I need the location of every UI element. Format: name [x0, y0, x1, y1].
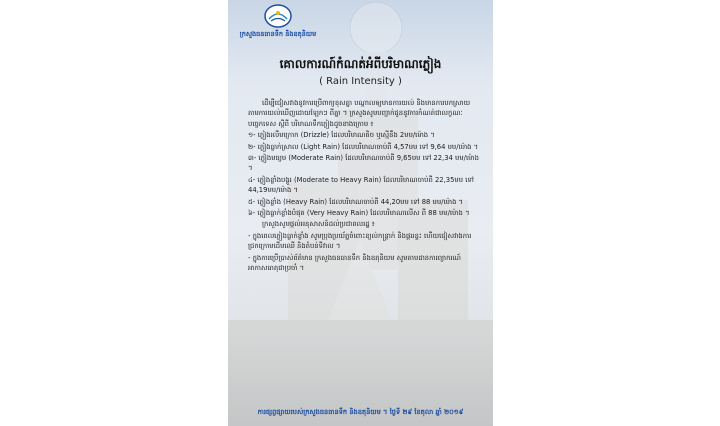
intensity-item-moderate-rain: ៣- ភ្លៀងមធ្យម (Moderate Rain) ដែលបរិមាណចាប់ពី 9,65មម ទៅ 22,34 មម/ម៉ោង ។	[248, 154, 479, 173]
org-name: ក្រសួងធនធានទឹក និងឧតុនិយម	[239, 30, 317, 38]
page-title: គោលការណ៍កំណត់អំពីបរិមាណភ្លៀង	[279, 57, 442, 71]
intensity-item-drizzle: ១- ភ្លៀងរលឹមក្រោក (Drizzle) ដែលបរិមាណតិច ឬស្មើនឹង 2មម/ម៉ោង ។	[248, 131, 435, 140]
intensity-item-heavy-rain: ៥- ភ្លៀងខ្លាំង (Heavy Rain) ដែលបរិមាណចាប់ពី 44,20មម ទៅ 88 មម/ម៉ោង ។	[248, 197, 464, 206]
ministry-logo	[234, 4, 322, 40]
footer-caption: ការផ្សព្វផ្សាយរបស់ក្រសួងធនធានទឹក និងឧតុនិយម ។ ថ្ងៃទី ២៩ ខែតុលា ឆ្នាំ ២០១៩	[257, 408, 464, 416]
note-item: - ក្នុងពេលភ្លៀងធ្លាក់ខ្លាំង សូមប្រុងប្រយ័ត្នចំពោះខ្យល់កន្ត្រាក់ និងផ្គររន្ទះ ហើយជៀសវាងការជ្រកក្រោមដើមឈើ និងតំបន់ទីវាល ។	[248, 231, 472, 251]
ministry-emblem-icon	[263, 4, 293, 28]
rain-intensity-poster	[228, 0, 493, 426]
intro-paragraph: ដើម្បីជៀសវាងនូវការប្រើពាក្យខុសគ្នា បណ្តាលឲ្យមានការយល់ និងមានការបកស្រាយតាមការយល់ឃើញដោយឡែកៗ ពីគ្នា ។ ក្រសួងសូមបញ្ជាក់ជូននូវការកំណត់ជាលក្ខណៈបច្ចេកទេស ស្តីពី បរិមាណទឹកភ្លៀងដូចខាងក្រោម ៖	[248, 99, 471, 128]
intensity-item-very-heavy-rain: ៦- ភ្លៀងធ្លាក់ខ្លាំងបំផុត (Very Heavy Rain) ដែលបរិមាណលើស ពី 88 មម/ម៉ោង ។	[248, 209, 470, 218]
intensity-item-moderate-heavy-rain: ៤- ភ្លៀងខ្លាំងបង្គួរ (Moderate to Heavy Rain) ដែលបរិមាណចាប់ពី 22,35មម ទៅ 44,19មម/ម៉ោង ។	[248, 175, 474, 195]
rain-intensity-content	[248, 98, 480, 275]
intensity-item-light-rain: ២- ភ្លៀងធ្លាក់ស្រាល (Light Rain) ដែលបរិមាណចាប់ពី 4,57មម ទៅ 9,64 មម/ម៉ោង ។	[248, 142, 479, 151]
note-item: - ក្នុងការប្រើប្រាស់ព័ត៌មាន ក្រសួងធនធានទឹក និងឧតុនិយម សូមតាមដានការព្យាករណ៍អាកាសធាតុជាប្រចាំ ។	[248, 253, 461, 273]
notes-title: ក្រសួងសូមផ្តល់អនុសាសន៍ដល់ប្រជាពលរដ្ឋ ៖	[262, 220, 375, 229]
page-subtitle: ( Rain Intensity )	[319, 76, 402, 87]
